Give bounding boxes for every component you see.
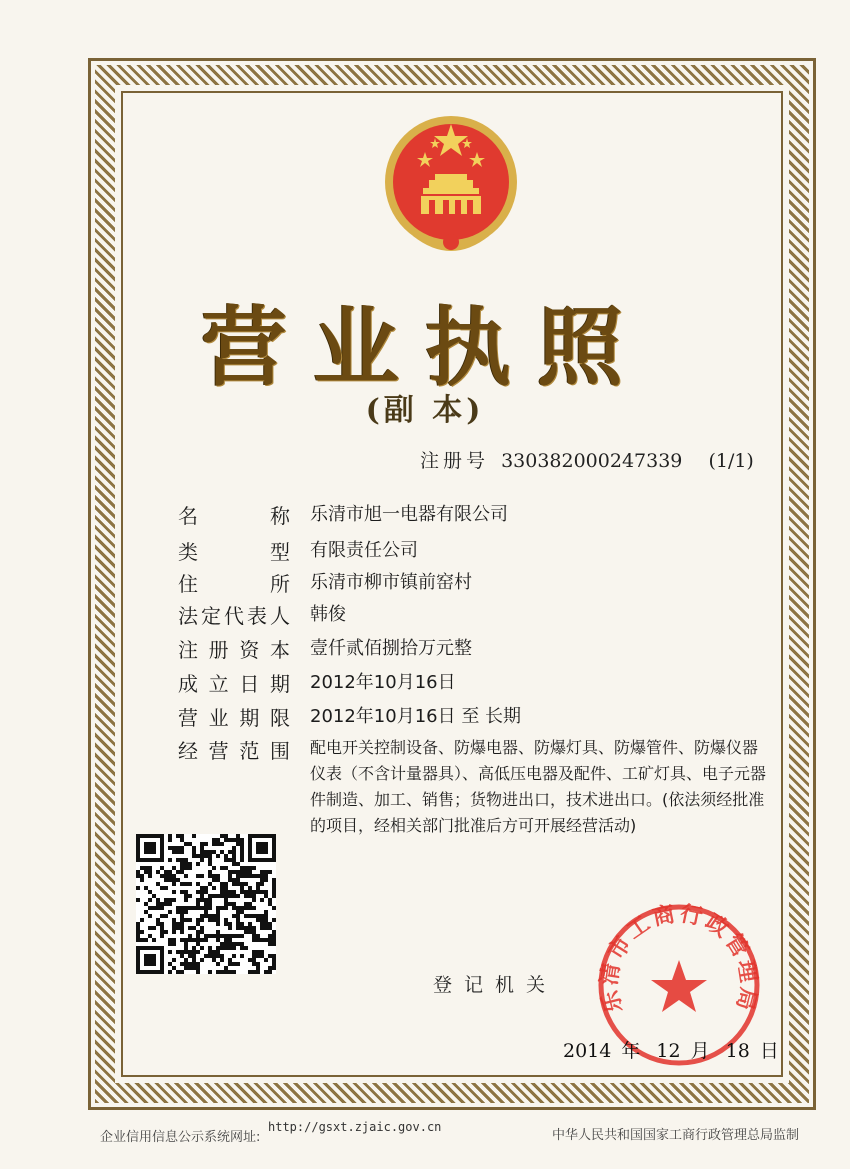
footer-left: 企业信用信息公示系统网址:	[100, 1130, 261, 1145]
day-unit: 日	[759, 1040, 779, 1062]
field-label: 成立日期	[178, 672, 290, 696]
field-value: 2012年10月16日	[310, 672, 456, 693]
field-label: 法定代表人	[178, 604, 290, 628]
issue-year: 2014	[563, 1040, 612, 1062]
national-emblem-icon	[377, 110, 525, 260]
field-value: 乐清市旭一电器有限公司	[310, 504, 508, 525]
field-legal-representative	[178, 600, 346, 629]
business-scope-text: 配电开关控制设备、防爆电器、防爆灯具、防爆管件、防爆仪器仪表（不含计量器具）、高低压电器及配件、工矿灯具、电子元器件制造、加工、销售；货物进出口，技术进出口。(依法须经批准的项目，经相关部门批准后方可开展经营活动)	[310, 738, 767, 835]
issue-date	[563, 1036, 789, 1063]
field-value: 2012年10月16日 至 长期	[310, 706, 522, 727]
registration-authority-label: 登记机关	[433, 974, 558, 996]
year-unit: 年	[621, 1040, 641, 1062]
seal-text: 乐清市工商行政管理局	[597, 901, 761, 1016]
registration-line	[420, 446, 760, 473]
issue-day: 18	[725, 1040, 750, 1062]
field-value: 壹仟贰佰捌拾万元整	[310, 638, 472, 659]
field-value: 有限责任公司	[310, 540, 418, 561]
field-business-scope	[178, 735, 290, 764]
field-label: 住 所	[178, 572, 290, 596]
field-established-date	[178, 668, 456, 697]
document-title: 营业执照	[201, 297, 649, 398]
field-label: 类 型	[178, 540, 290, 564]
field-address	[178, 568, 472, 597]
registration-label: 注册号	[420, 450, 490, 472]
field-value: 乐清市柳市镇前窑村	[310, 572, 472, 593]
field-label: 营业期限	[178, 706, 290, 730]
field-name	[178, 500, 508, 529]
field-label: 注册资本	[178, 638, 290, 662]
footer-right: 中华人民共和国国家工商行政管理总局监制	[552, 1128, 800, 1143]
qr-code-icon	[136, 834, 276, 974]
issue-month: 12	[656, 1040, 681, 1062]
field-label: 名 称	[178, 504, 290, 528]
field-registered-capital	[178, 634, 472, 663]
field-label: 经营范围	[178, 739, 290, 763]
field-business-term	[178, 702, 522, 731]
field-type	[178, 536, 418, 565]
page-indicator: (1/1)	[708, 450, 754, 472]
month-unit: 月	[690, 1040, 710, 1062]
field-value: 韩俊	[310, 604, 346, 625]
footer-url: http://gsxt.zjaic.gov.cn	[268, 1120, 442, 1134]
registration-number: 330382000247339	[501, 450, 683, 472]
document-subtitle: (副 本)	[365, 393, 485, 428]
